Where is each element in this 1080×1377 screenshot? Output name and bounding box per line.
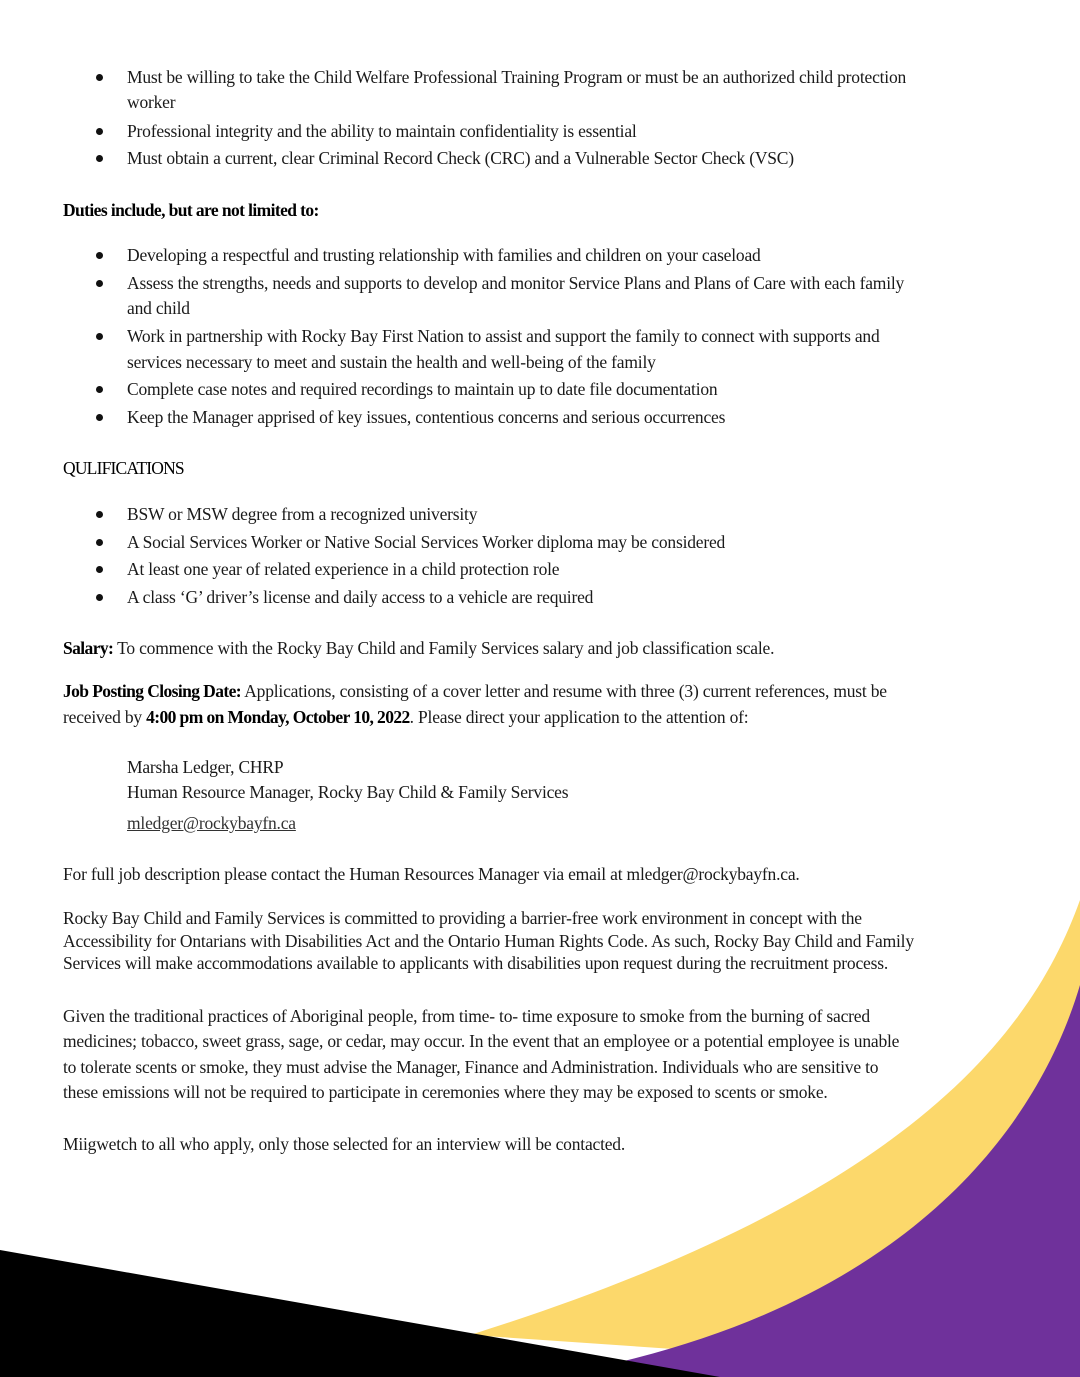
bullet-icon	[96, 155, 103, 162]
closing-date-label: Job Posting Closing Date:	[63, 681, 241, 701]
requirement-text-cont: worker	[127, 92, 176, 112]
smoke-notice-line: Given the traditional practices of Aboriginal people, from time- to- time exposure to smoke from the burning of sacred	[63, 1006, 870, 1026]
full-description-note: For full job description please contact the Human Resources Manager via email at mledger@rockybayfn.ca.	[63, 864, 800, 884]
accessibility-line: Services will make accommodations available to applicants with disabilities upon request during the recruitment process.	[63, 953, 889, 973]
qualification-text: BSW or MSW degree from a recognized university	[127, 504, 478, 524]
smoke-notice-line: medicines; tobacco, sweet grass, sage, or cedar, may occur. In the event that an employee or a potential employee is unable	[63, 1031, 900, 1051]
qualification-text: At least one year of related experience in a child protection role	[127, 559, 560, 579]
bullet-icon	[96, 74, 103, 81]
duty-text-cont: and child	[127, 298, 190, 318]
bullet-icon	[96, 566, 103, 573]
bullet-icon	[96, 333, 103, 340]
contact-title: Human Resource Manager, Rocky Bay Child & Family Services	[127, 782, 569, 802]
duty-text: Keep the Manager apprised of key issues, contentious concerns and serious occurrences	[127, 407, 726, 427]
requirement-text: Must obtain a current, clear Criminal Record Check (CRC) and a Vulnerable Sector Check (VSC)	[127, 148, 794, 168]
contact-email-link[interactable]: mledger@rockybayfn.ca	[127, 813, 296, 833]
salary-line	[63, 636, 774, 661]
bullet-icon	[96, 414, 103, 421]
duty-text: Assess the strengths, needs and supports to develop and monitor Service Plans and Plans of Care with each family	[127, 273, 905, 293]
duties-heading: Duties include, but are not limited to:	[63, 200, 319, 220]
salary-label: Salary:	[63, 638, 114, 658]
bullet-icon	[96, 128, 103, 135]
contact-name: Marsha Ledger, CHRP	[127, 757, 284, 777]
contact-email-wrapper	[127, 811, 296, 836]
smoke-notice-line: these emissions will not be required to participate in ceremonies where they may be exposed to scents or smoke.	[63, 1082, 828, 1102]
smoke-notice-line: to tolerate scents or smoke, they must advise the Manager, Finance and Administration. Individuals who are sensitive to	[63, 1057, 879, 1077]
duty-text: Developing a respectful and trusting relationship with families and children on your caseload	[127, 245, 761, 265]
salary-text: To commence with the Rocky Bay Child and Family Services salary and job classification scale.	[113, 638, 775, 658]
bullet-icon	[96, 280, 103, 287]
closing-date-line	[63, 679, 887, 704]
bullet-icon	[96, 594, 103, 601]
closing-suffix: . Please direct your application to the attention of:	[409, 707, 749, 727]
duty-text: Work in partnership with Rocky Bay First Nation to assist and support the family to connect with supports and	[127, 326, 880, 346]
duty-text-cont: services necessary to meet and sustain the health and well-being of the family	[127, 352, 656, 372]
requirement-text: Professional integrity and the ability to maintain confidentiality is essential	[127, 121, 637, 141]
bullet-icon	[96, 386, 103, 393]
requirement-text: Must be willing to take the Child Welfare Professional Training Program or must be an authorized child protection	[127, 67, 907, 87]
bullet-icon	[96, 539, 103, 546]
closing-note: Miigwetch to all who apply, only those selected for an interview will be contacted.	[63, 1134, 626, 1154]
qualification-text: A Social Services Worker or Native Social Services Worker diploma may be considered	[127, 532, 726, 552]
accessibility-line: Accessibility for Ontarians with Disabilities Act and the Ontario Human Rights Code. As such, Rocky Bay Child and Family	[63, 931, 914, 951]
bullet-icon	[96, 252, 103, 259]
accessibility-line: Rocky Bay Child and Family Services is committed to providing a barrier-free work environment in concept with the	[63, 908, 862, 928]
qualifications-heading: QULIFICATIONS	[63, 458, 184, 478]
bullet-icon	[96, 511, 103, 518]
closing-prefix: received by	[63, 707, 147, 727]
closing-date-text: Applications, consisting of a cover letter and resume with three (3) current references, must be	[241, 681, 887, 701]
qualification-text: A class ‘G’ driver’s license and daily access to a vehicle are required	[127, 587, 594, 607]
closing-deadline: 4:00 pm on Monday, October 10, 2022	[146, 707, 410, 727]
duty-text: Complete case notes and required recordings to maintain up to date file documentation	[127, 379, 718, 399]
closing-date-line-2	[63, 705, 748, 730]
